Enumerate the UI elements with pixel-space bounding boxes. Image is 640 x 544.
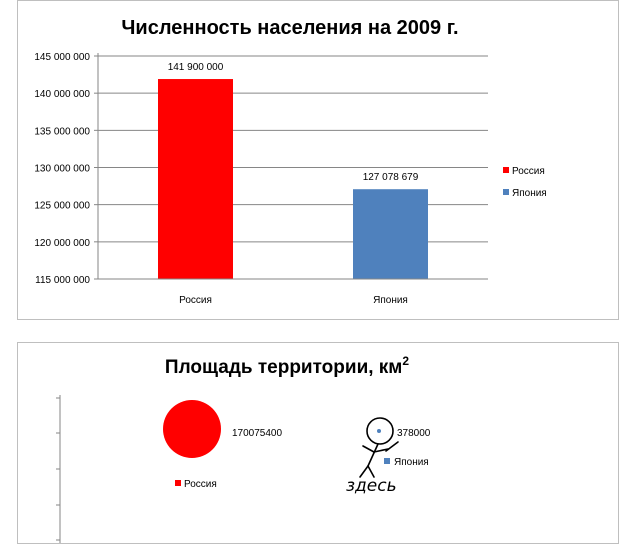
x-tick-label: Россия: [179, 295, 212, 306]
doodle-arm: [363, 446, 374, 452]
bar-0: [158, 79, 233, 279]
legend-swatch-russia-area: [175, 480, 181, 486]
legend-label-japan: Япония: [512, 188, 547, 199]
legend-item-russia-area: [175, 479, 217, 490]
legend-label-japan-area: Япония: [394, 457, 429, 468]
bar-value-label: 127 078 679: [362, 172, 419, 184]
area-chart-title-text: Площадь территории, км: [164, 357, 403, 378]
bubble-japan: [377, 429, 381, 433]
legend-swatch-japan: [503, 189, 509, 195]
y-tick-label: 115 000 000: [35, 275, 90, 286]
x-tick-label: Япония: [373, 295, 408, 306]
bubble-label-russia: 170075400: [232, 428, 283, 439]
legend-item-russia: [503, 166, 545, 177]
legend-swatch-japan-area: [384, 458, 390, 464]
area-chart-title: [165, 354, 409, 378]
population-chart-svg: [18, 1, 618, 319]
legend-item-japan: [503, 188, 547, 199]
legend-item-japan-area: [384, 457, 429, 468]
y-tick-label: 130 000 000: [34, 163, 90, 175]
area-chart: [17, 342, 619, 544]
bubble-label-japan: 378000: [397, 428, 431, 439]
y-tick-label: 120 000 000: [34, 237, 90, 249]
population-chart: [17, 0, 619, 320]
legend-swatch-russia: [503, 167, 509, 173]
y-tick-label: 145 000 000: [34, 52, 90, 63]
area-chart-title-superscript: 2: [402, 354, 410, 368]
y-tick-label: 135 000 000: [34, 126, 90, 138]
legend-label-russia-area: Россия: [184, 479, 217, 490]
bubble-russia: [163, 400, 221, 458]
legend-label-russia: Россия: [512, 166, 545, 177]
bar-1: [353, 189, 428, 279]
y-tick-label: 140 000 000: [34, 89, 90, 101]
doodle-pointer: [386, 442, 398, 451]
area-chart-svg: [18, 343, 618, 543]
doodle-annotation: здесь: [346, 476, 397, 496]
y-tick-label: 125 000 000: [34, 200, 90, 212]
population-chart-title: Численность населения на 2009 г.: [121, 17, 459, 39]
stick-figure-doodle: [360, 418, 398, 477]
doodle-body: [368, 444, 378, 466]
bar-value-label: 141 900 000: [167, 62, 224, 74]
